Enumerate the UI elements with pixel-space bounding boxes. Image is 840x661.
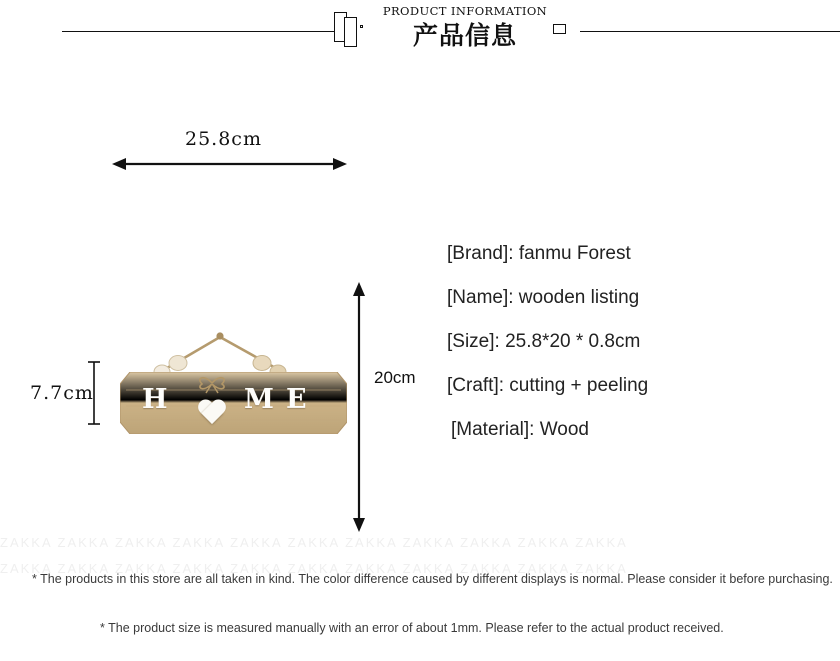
- product-spec-list: [447, 232, 827, 452]
- plaque-letter-e: E: [286, 384, 307, 415]
- header-title-cn: 产品信息: [412, 21, 517, 50]
- width-dimension-label: 25.8cm: [185, 128, 262, 150]
- bow-icon: [192, 374, 232, 394]
- spec-row-craft: [Craft]: cutting + peeling: [447, 375, 649, 396]
- page-header: [0, 0, 840, 60]
- header-ornament-left-icon: [334, 12, 364, 46]
- header-rule-right: [580, 31, 840, 32]
- watermark-line-2: ZAKKA ZAKKA ZAKKA ZAKKA ZAKKA ZAKKA ZAKKA ZAKKA ZAKKA ZAKKA ZAKKA: [0, 561, 628, 576]
- product-image: [120, 265, 360, 495]
- header-title-en: PRODUCT INFORMATION: [382, 4, 548, 18]
- header-rule-left: [62, 31, 334, 32]
- note-color-difference: * The products in this store are all taken in kind. The color difference caused by different displays is normal. Please consider it before purchasing.: [32, 572, 833, 586]
- spec-row-size: [Size]: 25.8*20 * 0.8cm: [447, 331, 641, 352]
- spec-row-material: [Material]: Wood: [451, 419, 589, 440]
- plaque-letter-m: M: [244, 384, 274, 415]
- wooden-plaque: [120, 372, 347, 434]
- width-dimension-arrow-icon: [112, 157, 347, 171]
- thickness-dimension-label: 7.7cm: [30, 382, 94, 404]
- spec-row-name: [Name]: wooden listing: [447, 287, 640, 308]
- plaque-letter-h: H: [142, 384, 168, 415]
- spec-row-brand: [Brand]: fanmu Forest: [447, 243, 631, 264]
- heart-icon: [197, 400, 227, 428]
- header-ornament-right-icon: [553, 24, 571, 36]
- note-measurement-error: * The product size is measured manually with an error of about 1mm. Please refer to the actual product received.: [100, 621, 724, 635]
- thickness-dimension-bracket-icon: [88, 360, 100, 426]
- background-watermark: [0, 530, 840, 610]
- header-title-group: [380, 4, 550, 52]
- height-dimension-label: 20cm: [374, 368, 416, 387]
- watermark-line-1: ZAKKA ZAKKA ZAKKA ZAKKA ZAKKA ZAKKA ZAKKA ZAKKA ZAKKA ZAKKA ZAKKA: [0, 535, 628, 550]
